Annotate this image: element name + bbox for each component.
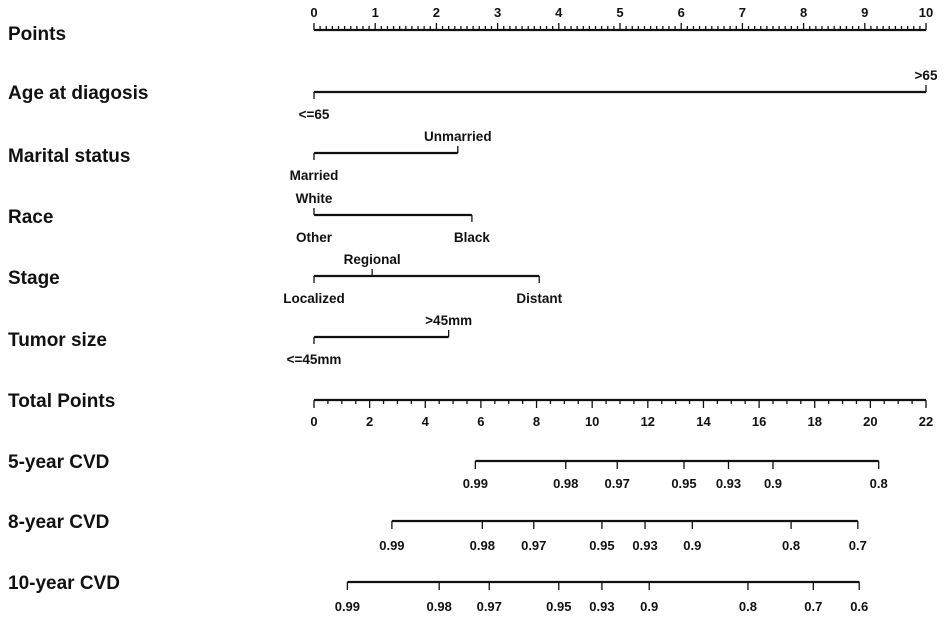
10-year-cvd-tick-label: 0.93 xyxy=(589,599,615,614)
points-tick-label: 8 xyxy=(799,5,808,20)
stage-label: Stage xyxy=(8,268,60,289)
8-year-cvd-label: 8-year CVD xyxy=(8,512,110,533)
points-tick-label: 9 xyxy=(861,5,869,20)
points-tick-label: 0 xyxy=(310,5,318,20)
tumor-size-level-label: >45mm xyxy=(425,313,473,328)
race-level-label: Black xyxy=(453,230,490,245)
total-points-tick-label: 8 xyxy=(532,414,541,429)
points-tick-label: 5 xyxy=(616,5,624,20)
total-points-tick-label: 20 xyxy=(863,414,878,429)
points-tick-label: 10 xyxy=(918,5,934,20)
8-year-cvd-tick-label: 0.97 xyxy=(521,538,547,553)
total-points-tick-label: 14 xyxy=(696,414,711,429)
10-year-cvd-tick-label: 0.95 xyxy=(546,599,572,614)
8-year-cvd-tick-label: 0.99 xyxy=(379,538,405,553)
10-year-cvd-tick-label: 0.98 xyxy=(426,599,452,614)
8-year-cvd-tick-label: 0.9 xyxy=(683,538,702,553)
race-label: Race xyxy=(8,207,54,228)
points-tick-label: 7 xyxy=(738,5,747,20)
race-level-label: White xyxy=(295,191,333,206)
10-year-cvd-label: 10-year CVD xyxy=(8,573,120,594)
total-points-tick-label: 16 xyxy=(751,414,767,429)
race-level-label: Other xyxy=(295,230,333,245)
points-tick-label: 4 xyxy=(555,5,563,20)
stage-level-label: Localized xyxy=(283,291,345,306)
total-points-axis-label: Total Points xyxy=(8,391,116,412)
total-points-tick-label: 12 xyxy=(640,414,656,429)
10-year-cvd-tick-label: 0.8 xyxy=(738,599,758,614)
marital-status-level-label: Unmarried xyxy=(424,129,492,144)
5-year-cvd-tick-label: 0.98 xyxy=(553,476,579,491)
5-year-cvd-tick-label: 0.95 xyxy=(671,476,697,491)
tumor-size-level-label: <=45mm xyxy=(286,352,342,367)
10-year-cvd-tick-label: 0.99 xyxy=(334,599,361,614)
marital-status-label: Marital status xyxy=(8,146,131,167)
total-points-tick-label: 0 xyxy=(310,414,318,429)
8-year-cvd-tick-label: 0.93 xyxy=(632,538,658,553)
points-tick-label: 3 xyxy=(493,5,502,20)
5-year-cvd-tick-label: 0.93 xyxy=(715,476,742,491)
total-points-tick-label: 18 xyxy=(807,414,822,429)
marital-status-level-label: Married xyxy=(289,168,339,183)
5-year-cvd-tick-label: 0.99 xyxy=(462,476,489,491)
total-points-tick-label: 2 xyxy=(366,414,374,429)
points-tick-label: 1 xyxy=(371,5,379,20)
age-at-diagosis-label: Age at diagosis xyxy=(8,83,149,104)
age-at-diagosis-level-label: <=65 xyxy=(298,107,330,122)
5-year-cvd-label: 5-year CVD xyxy=(8,452,110,473)
8-year-cvd-tick-label: 0.7 xyxy=(848,538,867,553)
10-year-cvd-tick-label: 0.7 xyxy=(804,599,823,614)
age-at-diagosis-level-label: >65 xyxy=(914,68,938,83)
tumor-size-label: Tumor size xyxy=(8,330,107,351)
points-axis-label: Points xyxy=(8,24,67,45)
8-year-cvd-tick-label: 0.95 xyxy=(589,538,615,553)
total-points-tick-label: 10 xyxy=(584,414,600,429)
total-points-tick-label: 22 xyxy=(918,414,934,429)
8-year-cvd-tick-label: 0.98 xyxy=(469,538,495,553)
10-year-cvd-tick-label: 0.97 xyxy=(476,599,502,614)
total-points-tick-label: 4 xyxy=(421,414,429,429)
10-year-cvd-tick-label: 0.6 xyxy=(850,599,869,614)
points-tick-label: 6 xyxy=(677,5,685,20)
5-year-cvd-tick-label: 0.8 xyxy=(869,476,888,491)
8-year-cvd-tick-label: 0.8 xyxy=(782,538,801,553)
5-year-cvd-tick-label: 0.9 xyxy=(763,476,783,491)
10-year-cvd-tick-label: 0.9 xyxy=(640,599,659,614)
5-year-cvd-tick-label: 0.97 xyxy=(604,476,630,491)
points-tick-label: 2 xyxy=(432,5,441,20)
stage-level-label: Distant xyxy=(516,291,563,306)
total-points-tick-label: 6 xyxy=(477,414,485,429)
stage-level-label: Regional xyxy=(343,252,401,267)
